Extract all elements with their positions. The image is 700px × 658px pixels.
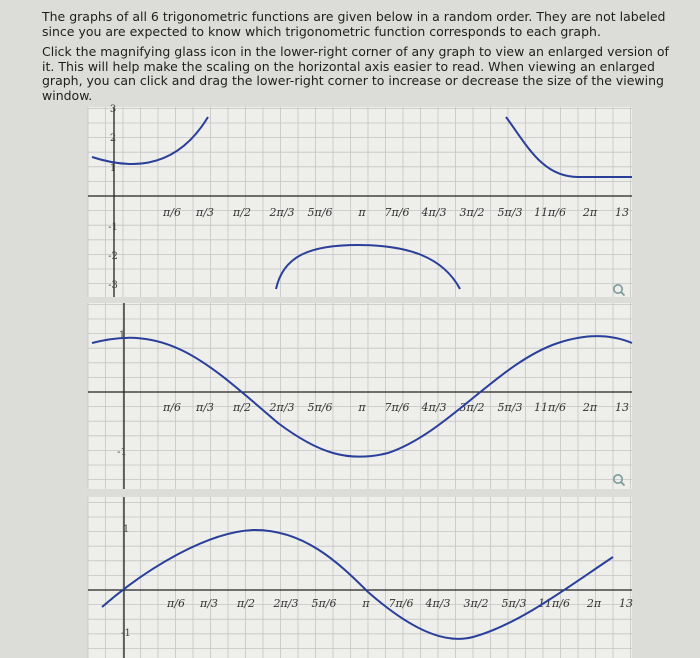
y-tick-label: 1 [118,330,126,341]
graph-3-y-tick-labels [121,524,131,639]
x-tick-label: 3π/2 [459,206,485,219]
x-tick-label: π/2 [233,206,251,219]
y-tick-label: -3 [108,280,118,291]
y-tick-label: -1 [117,447,127,458]
graph-3-plot [88,497,632,658]
graph-2-y-tick-labels [117,330,127,458]
x-tick-label: π/3 [200,597,218,610]
graph-2-x-tick-labels [162,401,629,414]
x-tick-label: 4π/3 [421,206,447,219]
x-tick-label: 2π/3 [269,206,295,219]
graph-1-plot [88,104,632,297]
x-tick-label: 11π/6 [534,206,566,219]
y-tick-label: 2 [109,133,117,144]
graph-1 [88,104,632,297]
x-tick-label: 5π/3 [501,597,527,610]
graph-3-x-tick-labels [166,597,633,610]
y-tick-label: -1 [108,222,118,233]
x-tick-label: π/2 [237,597,255,610]
x-tick-label: 3π/2 [459,401,485,414]
x-tick-label: 7π/6 [384,206,410,219]
x-tick-label: 5π/6 [307,401,333,414]
graph-1-x-tick-labels [162,206,629,219]
graph-2 [88,303,632,489]
x-tick-label: 2π [582,206,598,219]
x-tick-label: π/6 [167,597,185,610]
graph-3 [88,497,632,658]
x-tick-label: π/6 [163,206,181,219]
x-tick-label: π/3 [196,401,214,414]
x-tick-label: π/2 [233,401,251,414]
y-tick-label: 1 [122,524,130,535]
y-tick-label: -2 [108,251,118,262]
y-tick-label: -1 [121,628,131,639]
x-tick-label: 13 [615,206,629,219]
x-tick-label: 5π/6 [311,597,337,610]
x-tick-label: 7π/6 [384,401,410,414]
x-tick-label: 11π/6 [538,597,570,610]
x-tick-label: 7π/6 [388,597,414,610]
x-tick-label: π [358,401,366,414]
x-tick-label: 4π/3 [425,597,451,610]
graph-1-grid [88,107,632,297]
graph-3-grid [88,497,632,658]
x-tick-label: 13 [615,401,629,414]
x-tick-label: π [362,597,370,610]
x-tick-label: 5π/3 [497,206,523,219]
graph-2-grid [88,303,632,489]
y-tick-label: 3 [109,104,117,115]
graph-2-plot [88,303,632,489]
x-tick-label: π/3 [196,206,214,219]
instructions-paragraph-1: The graphs of all 6 trigonometric functions are given below in a random order. They are not labeled since you are expected to know which trigonometric function corresponds to each graph. [42,9,666,39]
graph-1-y-tick-labels [108,104,118,291]
instructions [42,10,682,109]
x-tick-label: 5π/3 [497,401,523,414]
graph-2-curve [92,336,632,457]
x-tick-label: π [358,206,366,219]
y-tick-label: 1 [109,163,117,174]
x-tick-label: 3π/2 [463,597,489,610]
x-tick-label: 5π/6 [307,206,333,219]
x-tick-label: 11π/6 [534,401,566,414]
x-tick-label: 4π/3 [421,401,447,414]
x-tick-label: 2π [586,597,602,610]
x-tick-label: π/6 [163,401,181,414]
x-tick-label: 2π [582,401,598,414]
x-tick-label: 2π/3 [269,401,295,414]
x-tick-label: 2π/3 [273,597,299,610]
instructions-paragraph-2: Click the magnifying glass icon in the lower-right corner of any graph to view an enlarged version of it. This will help make the scaling on the horizontal axis easier to read. When viewing an enlarged graph, you can click and drag the lower-right corner to increase or decrease the size of the viewing window. [42,44,669,103]
x-tick-label: 13 [619,597,633,610]
